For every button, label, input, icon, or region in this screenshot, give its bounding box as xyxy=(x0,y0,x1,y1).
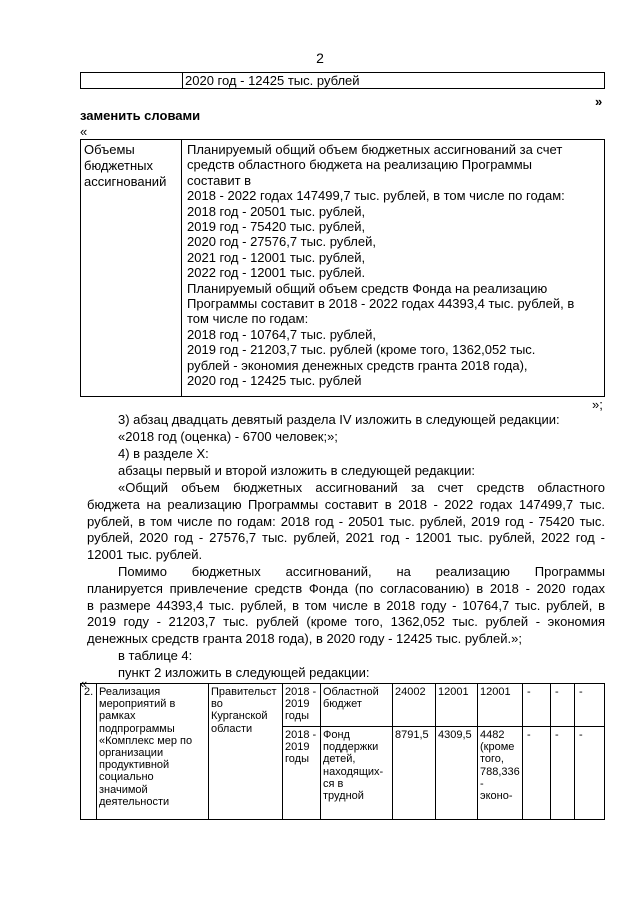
measure-cell xyxy=(99,686,192,808)
table-divider xyxy=(320,684,321,819)
total-cell: 8791,5 xyxy=(395,729,429,741)
funding-table-label xyxy=(81,140,182,396)
source-line: детей, xyxy=(323,753,356,766)
source-cell xyxy=(323,686,379,710)
label-line: Объемы xyxy=(84,142,135,157)
source-line: поддержки xyxy=(323,741,379,754)
executor-cell xyxy=(211,686,276,735)
paragraph-line: планируется привлечение средств Фонда (по согласованию) в 2018 - 2020 годах xyxy=(87,580,605,596)
executor-line: Курганской xyxy=(211,710,268,723)
paragraph-line: денежных средств гранта 2018 года), в 2020 году - 12425 тыс. рублей.»; xyxy=(87,631,522,647)
funding-line: том числе по годам: xyxy=(187,311,309,327)
table-divider xyxy=(392,684,393,819)
source-cell xyxy=(323,729,383,802)
funding-line: 2019 год - 75420 тыс. рублей, xyxy=(187,219,366,235)
period-line: 2019 xyxy=(285,741,310,754)
year-2019-line: эконо- xyxy=(480,790,513,803)
dash-cell: - xyxy=(579,729,583,741)
source-line: находящих- xyxy=(323,765,384,778)
table-divider xyxy=(208,684,209,819)
previous-table-fragment xyxy=(80,72,605,89)
funding-table xyxy=(80,139,605,397)
dash-cell: - xyxy=(527,686,531,698)
period-line: 2018 - xyxy=(285,729,317,741)
funding-line: рублей - экономия денежных средств гранта 2018 года), xyxy=(187,357,528,373)
table-divider xyxy=(574,684,575,819)
paragraph-line: «Общий объем бюджетных ассигнований за счет средств областного xyxy=(118,480,605,495)
table-divider xyxy=(477,684,478,819)
table-divider xyxy=(435,684,436,819)
period-line: 2019 xyxy=(285,698,310,711)
period-line: годы xyxy=(285,753,309,766)
fragment-left-cell xyxy=(81,73,183,88)
table-4-fragment xyxy=(80,683,605,820)
funding-line: 2020 год - 27576,7 тыс. рублей, xyxy=(187,234,376,250)
measure-line: продуктивной xyxy=(99,759,170,772)
funding-line: Планируемый общий объем средств Фонда на реализацию xyxy=(187,280,548,296)
measure-line: Реализация xyxy=(99,686,161,698)
year-2019-line: 12001 xyxy=(480,686,511,698)
executor-line: во xyxy=(211,698,223,711)
funding-line: 2022 год - 12001 тыс. рублей. xyxy=(187,265,366,281)
paragraph-line: в размере 44393,4 тыс. рублей, в том числе в 2018 году - 10764,7 тыс. рублей, в xyxy=(87,597,605,613)
page-number: 2 xyxy=(316,50,324,66)
year-2019-line: (кроме xyxy=(480,741,515,754)
measure-line: рамках xyxy=(99,710,136,723)
closing-quote-semicolon: »; xyxy=(592,397,603,412)
label-line: бюджетных xyxy=(84,158,153,173)
measure-line: деятельности xyxy=(99,795,170,808)
year-2018-cell: 4309,5 xyxy=(438,729,472,741)
funding-line: 2018 год - 20501 тыс. рублей, xyxy=(187,203,366,219)
funding-table-content xyxy=(183,140,604,391)
source-line: ся в xyxy=(323,777,344,790)
source-line: трудной xyxy=(323,790,364,803)
funding-line: средств областного бюджета на реализацию Программы xyxy=(187,157,532,173)
total-cell: 24002 xyxy=(395,686,426,698)
paragraph-line: бюджета на реализацию Программы составит в 2018 - 2022 годах 147499,7 тыс. xyxy=(87,496,605,512)
funding-line: 2021 год - 12001 тыс. рублей, xyxy=(187,249,366,265)
funding-line: Программы составит в 2018 - 2022 годах 44393,4 тыс. рублей, в xyxy=(187,296,575,312)
year-2019-line: - xyxy=(480,777,484,790)
item-3: 3) абзац двадцать девятый раздела IV изложить в следующей редакции: xyxy=(118,412,560,427)
paragraph-line: 12001 тыс. рублей. xyxy=(87,547,203,563)
year-2019-line: 4482 xyxy=(480,729,505,741)
point-2: пункт 2 изложить в следующей редакции: xyxy=(118,665,370,680)
paragraph-2 xyxy=(87,564,605,648)
year-2019-cell xyxy=(480,686,511,698)
measure-line: подпрограммы xyxy=(99,722,175,735)
item-4: 4) в разделе X: xyxy=(118,446,209,461)
dash-cell: - xyxy=(555,686,559,698)
table-divider xyxy=(550,684,551,819)
year-2019-line: того, xyxy=(480,753,504,766)
measure-line: «Комплекс мер по xyxy=(99,734,193,747)
closing-quote: » xyxy=(595,94,603,109)
period-cell xyxy=(285,729,316,766)
item-3-quote: «2018 год (оценка) - 6700 человек;»; xyxy=(118,429,338,444)
source-line: Фонд xyxy=(323,729,350,741)
measure-line: организации xyxy=(99,747,164,760)
paragraph-line: рублей, 2020 год - 27576,7 тыс. рублей, 2021 год - 12001 тыс. рублей, 2022 год - xyxy=(87,530,605,546)
year-2019-line: 788,336 xyxy=(480,765,520,778)
table-divider xyxy=(522,684,523,819)
period-line: 2018 - xyxy=(285,686,317,698)
fragment-text: 2020 год - 12425 тыс. рублей xyxy=(185,73,360,88)
in-table-4: в таблице 4: xyxy=(118,648,193,663)
dash-cell: - xyxy=(579,686,583,698)
paragraph-line: 2019 году - 21203,7 тыс. рублей (кроме того, 1362,052 тыс. рублей - экономия xyxy=(87,614,605,630)
measure-line: мероприятий в xyxy=(99,698,176,711)
funding-line: составит в xyxy=(187,172,252,188)
table-divider xyxy=(282,684,283,819)
source-line: Областной xyxy=(323,686,379,698)
year-2019-cell xyxy=(480,729,520,802)
period-line: годы xyxy=(285,710,309,723)
measure-line: социально xyxy=(99,771,154,784)
label-line: ассигнований xyxy=(84,174,167,189)
funding-line: 2018 - 2022 годах 147499,7 тыс. рублей, в том числе по годам: xyxy=(187,188,565,204)
executor-line: области xyxy=(211,722,253,735)
source-line: бюджет xyxy=(323,698,362,711)
measure-line: значимой xyxy=(99,783,148,796)
funding-line: 2018 год - 10764,7 тыс. рублей, xyxy=(187,326,376,342)
dash-cell: - xyxy=(555,729,559,741)
funding-line: Планируемый общий объем бюджетных ассигнований за счет xyxy=(187,142,563,157)
opening-quote: « xyxy=(80,124,88,139)
opening-quote-2: « xyxy=(80,676,88,691)
funding-line: 2020 год - 12425 тыс. рублей xyxy=(187,373,362,389)
paragraph-line: Помимо бюджетных ассигнований, на реализацию Программы xyxy=(118,564,605,579)
row-divider xyxy=(282,726,604,727)
funding-line: 2019 год - 21203,7 тыс. рублей (кроме того, 1362,052 тыс. xyxy=(187,342,536,358)
executor-line: Правительст xyxy=(211,686,277,698)
replace-phrase: заменить словами xyxy=(80,108,201,123)
year-2018-cell: 12001 xyxy=(438,686,469,698)
dash-cell: - xyxy=(527,729,531,741)
table-divider xyxy=(96,684,97,819)
row-number: 2. xyxy=(84,686,94,698)
paragraph-line: рублей, в том числе по годам: 2018 год - 20501 тыс. рублей, 2019 год - 75420 тыс. xyxy=(87,513,605,529)
period-cell xyxy=(285,686,316,723)
paragraphs-intro: абзацы первый и второй изложить в следующей редакции: xyxy=(118,463,475,478)
paragraph-1 xyxy=(87,480,605,564)
